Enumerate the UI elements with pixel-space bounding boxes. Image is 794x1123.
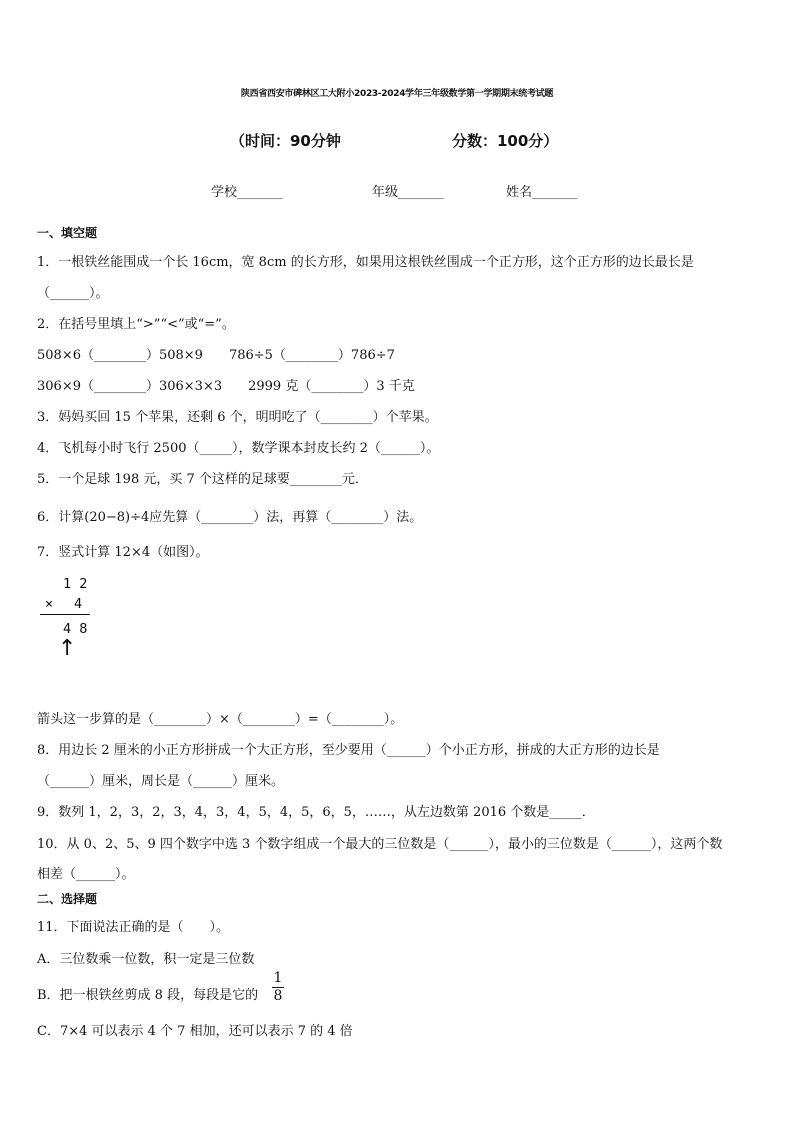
question-9: 9．数列 1，2，3，2，3，4，3，4，5，4，5，6，5，……，从左边数第 2016 个数是_____．: [37, 805, 595, 820]
question-11-option-c: C．7×4 可以表示 4 个 7 相加，还可以表示 7 的 4 倍: [37, 1024, 353, 1039]
question-6: 6．计算(20−8)÷4应先算（________）法，再算（________）法。: [37, 510, 423, 525]
question-1-line-2: （______）。: [37, 286, 109, 301]
section-fill-in: 一、填空题: [37, 226, 98, 240]
question-5: 5．一个足球 198 元，买 7 个这样的足球要________元．: [37, 472, 368, 487]
fraction-one-eighth: [272, 970, 284, 1005]
vertical-second-number: 4: [74, 596, 83, 612]
grade-field: 年级_______: [372, 185, 444, 200]
question-11: 11．下面说法正确的是（ ）。: [37, 920, 230, 935]
arrow-up-icon: ↑: [58, 636, 77, 661]
vertical-top-number: 1 2: [63, 576, 88, 592]
question-4: 4．飞机每小时飞行 2500（_____），数学课本封皮长约 2（______）。: [37, 441, 440, 456]
question-7: 7．竖式计算 12×4（如图）。: [37, 545, 209, 560]
question-3: 3．妈妈买回 15 个苹果，还剩 6 个，明明吃了（________）个苹果。: [37, 410, 438, 425]
fraction-denominator: 8: [273, 988, 283, 1004]
question-2-row-1: 508×6（________）508×9 786÷5（________）786÷7: [37, 348, 395, 363]
question-2: 2．在括号里填上“>”“<”或“=”。: [37, 317, 235, 332]
question-1-line-1: 1．一根铁丝能围成一个长 16cm，宽 8cm 的长方形，如果用这根铁丝围成一个正方形，这个正方形的边长最长是: [37, 255, 694, 270]
section-multiple-choice: 二、选择题: [37, 892, 98, 906]
school-field: 学校_______: [211, 185, 283, 200]
vertical-times-sign: ×: [45, 596, 54, 612]
vertical-divider-line: [40, 614, 90, 615]
question-7-arrow-step: 箭头这一步算的是（________）×（________）=（________）。: [37, 712, 404, 727]
fraction-numerator: 1: [273, 970, 283, 986]
question-10-line-1: 10．从 0、2、5、9 四个数字中选 3 个数字组成一个最大的三位数是（______），最小的三位数是（______），这两个数: [37, 837, 723, 852]
question-8-line-2: （______）厘米，周长是（______）厘米。: [37, 774, 285, 789]
question-11-option-a: A．三位数乘一位数，积一定是三位数: [37, 952, 255, 967]
exam-score: 分数：100分）: [452, 132, 559, 150]
vertical-result: 4 8: [63, 621, 88, 637]
name-field: 姓名_______: [506, 185, 578, 200]
question-11-option-b: B．把一根铁丝剪成 8 段，每段是它的: [37, 988, 259, 1003]
exam-title: 陕西省西安市碑林区工大附小2023-2024学年三年级数学第一学期期末统考试题: [240, 89, 554, 99]
question-10-line-2: 相差（______）。: [37, 867, 135, 882]
question-2-row-2: 306×9（________）306×3×3 2999 克（________）3 千克: [37, 379, 415, 394]
question-8-line-1: 8．用边长 2 厘米的小正方形拼成一个大正方形，至少要用（______）个小正方形，拼成的大正方形的边长是: [37, 743, 660, 758]
exam-time: （时间：90分钟: [230, 132, 341, 150]
